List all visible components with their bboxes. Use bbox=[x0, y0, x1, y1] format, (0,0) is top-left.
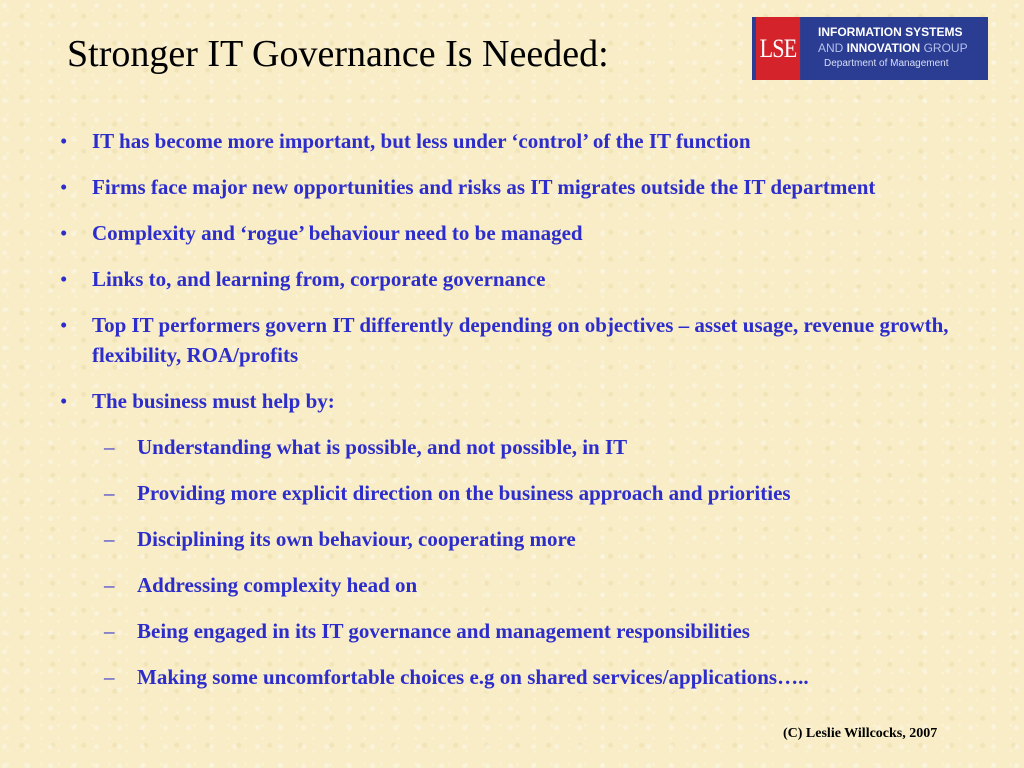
bullet-text: Firms face major new opportunities and risks as IT migrates outside the IT department bbox=[92, 175, 876, 199]
bullet-glyph: • bbox=[60, 389, 68, 413]
lse-logo bbox=[752, 17, 988, 80]
bullet-text: Complexity and ‘rogue’ behaviour need to be managed bbox=[92, 221, 583, 245]
bullet-text: IT has become more important, but less under ‘control’ of the IT function bbox=[92, 129, 751, 153]
logo-text bbox=[804, 17, 988, 80]
sub-bullet-text: Understanding what is possible, and not possible, in IT bbox=[137, 435, 628, 459]
bullet-item bbox=[60, 218, 980, 248]
bullet-glyph: • bbox=[60, 175, 68, 199]
logo-line-2: AND INNOVATION GROUP bbox=[818, 41, 968, 55]
bullet-item bbox=[60, 310, 980, 370]
sub-bullet-item bbox=[60, 524, 980, 554]
bullet-text: Links to, and learning from, corporate governance bbox=[92, 267, 546, 291]
dash-glyph: – bbox=[104, 527, 115, 551]
bullet-glyph: • bbox=[60, 267, 68, 291]
sub-bullet-item bbox=[60, 662, 980, 692]
sub-bullet-text: Disciplining its own behaviour, cooperating more bbox=[137, 527, 576, 551]
sub-bullet-text: Making some uncomfortable choices e.g on shared services/applications….. bbox=[137, 665, 809, 689]
lse-logo-mark: LSE bbox=[756, 17, 800, 80]
sub-bullet-item bbox=[60, 478, 980, 508]
dash-glyph: – bbox=[104, 573, 115, 597]
dash-glyph: – bbox=[104, 481, 115, 505]
dash-glyph: – bbox=[104, 619, 115, 643]
sub-bullet-text: Being engaged in its IT governance and management responsibilities bbox=[137, 619, 750, 643]
bullet-item bbox=[60, 264, 980, 294]
sub-bullet-item bbox=[60, 616, 980, 646]
logo-line-1: INFORMATION SYSTEMS bbox=[818, 25, 963, 39]
bullet-item bbox=[60, 126, 980, 156]
dash-glyph: – bbox=[104, 665, 115, 689]
sub-bullet-item bbox=[60, 570, 980, 600]
sub-bullet-text: Providing more explicit direction on the business approach and priorities bbox=[137, 481, 791, 505]
bullet-list bbox=[60, 126, 980, 708]
bullet-text: Top IT performers govern IT differently depending on objectives – asset usage, revenue growth, flexibility, ROA/profits bbox=[92, 313, 949, 367]
logo-line-3: Department of Management bbox=[824, 58, 949, 69]
copyright-footer: (C) Leslie Willcocks, 2007 bbox=[783, 726, 938, 741]
sub-bullet-item bbox=[60, 432, 980, 462]
bullet-item bbox=[60, 172, 980, 202]
bullet-text: The business must help by: bbox=[92, 389, 335, 413]
slide-title: Stronger IT Governance Is Needed: bbox=[67, 33, 609, 75]
bullet-item bbox=[60, 386, 980, 416]
bullet-glyph: • bbox=[60, 313, 68, 337]
dash-glyph: – bbox=[104, 435, 115, 459]
bullet-glyph: • bbox=[60, 129, 68, 153]
bullet-glyph: • bbox=[60, 221, 68, 245]
sub-bullet-text: Addressing complexity head on bbox=[137, 573, 418, 597]
